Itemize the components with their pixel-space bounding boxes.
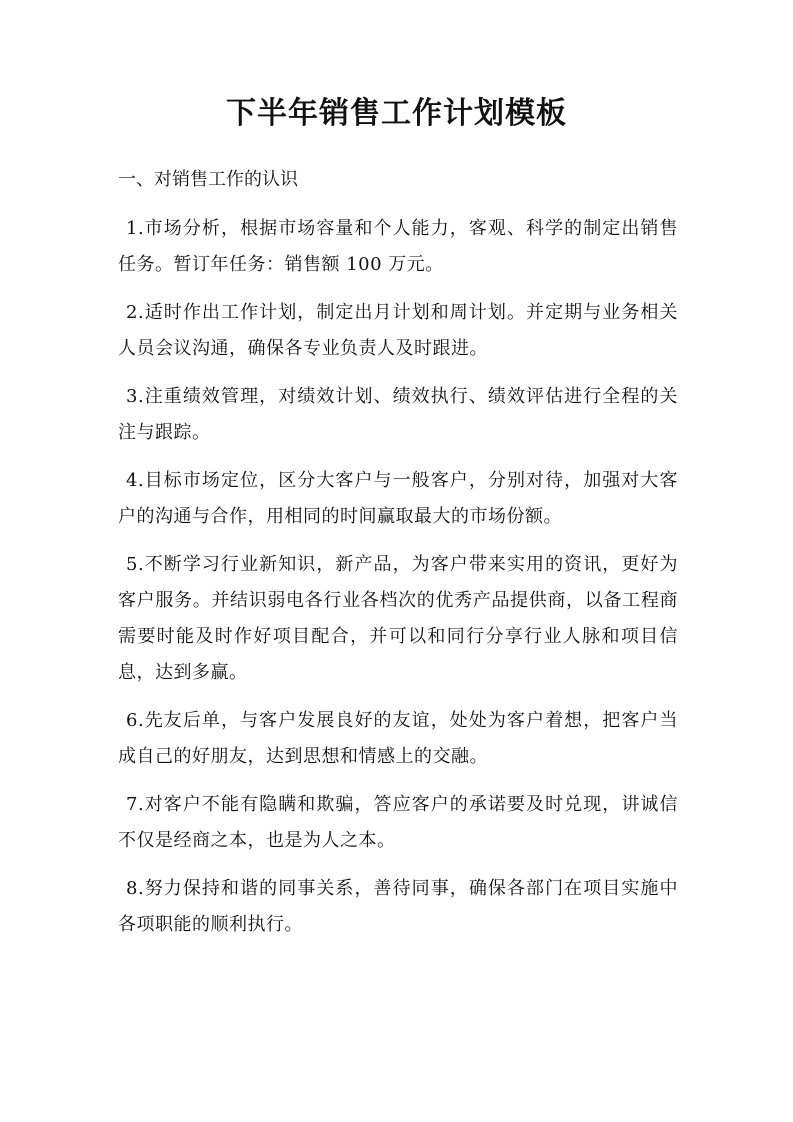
plan-item: 8.努力保持和谐的同事关系，善待同事，确保各部门在项目实施中各项职能的顺利执行。 xyxy=(118,878,678,935)
plan-item: 7.对客户不能有隐瞒和欺骗，答应客户的承诺要及时兑现，讲诚信不仅是经商之本，也是为人之本。 xyxy=(118,794,678,851)
document-title: 下半年销售工作计划模板 xyxy=(226,96,567,131)
plan-item: 5.不断学习行业新知识，新产品，为客户带来实用的资讯，更好为客户服务。并结识弱电各行业各档次的优秀产品提供商，以备工程商需要时能及时作好项目配合，并可以和同行分享行业人脉和项目信息，达到多赢。 xyxy=(118,554,678,683)
plan-item-list xyxy=(118,211,678,955)
plan-item: 3.注重绩效管理，对绩效计划、绩效执行、绩效评估进行全程的关注与跟踪。 xyxy=(118,386,678,443)
plan-item: 1.市场分析，根据市场容量和个人能力，客观、科学的制定出销售任务。暂订年任务：销售额 100 万元。 xyxy=(118,218,678,275)
section-heading: 一、对销售工作的认识 xyxy=(118,169,298,190)
plan-item: 4.目标市场定位，区分大客户与一般客户，分别对待，加强对大客户的沟通与合作，用相同的时间赢取最大的市场份额。 xyxy=(118,470,678,527)
plan-item: 6.先友后单，与客户发展良好的友谊，处处为客户着想，把客户当成自己的好朋友，达到思想和情感上的交融。 xyxy=(118,710,678,767)
plan-item: 2.适时作出工作计划，制定出月计划和周计划。并定期与业务相关人员会议沟通，确保各专业负责人及时跟进。 xyxy=(118,302,678,359)
